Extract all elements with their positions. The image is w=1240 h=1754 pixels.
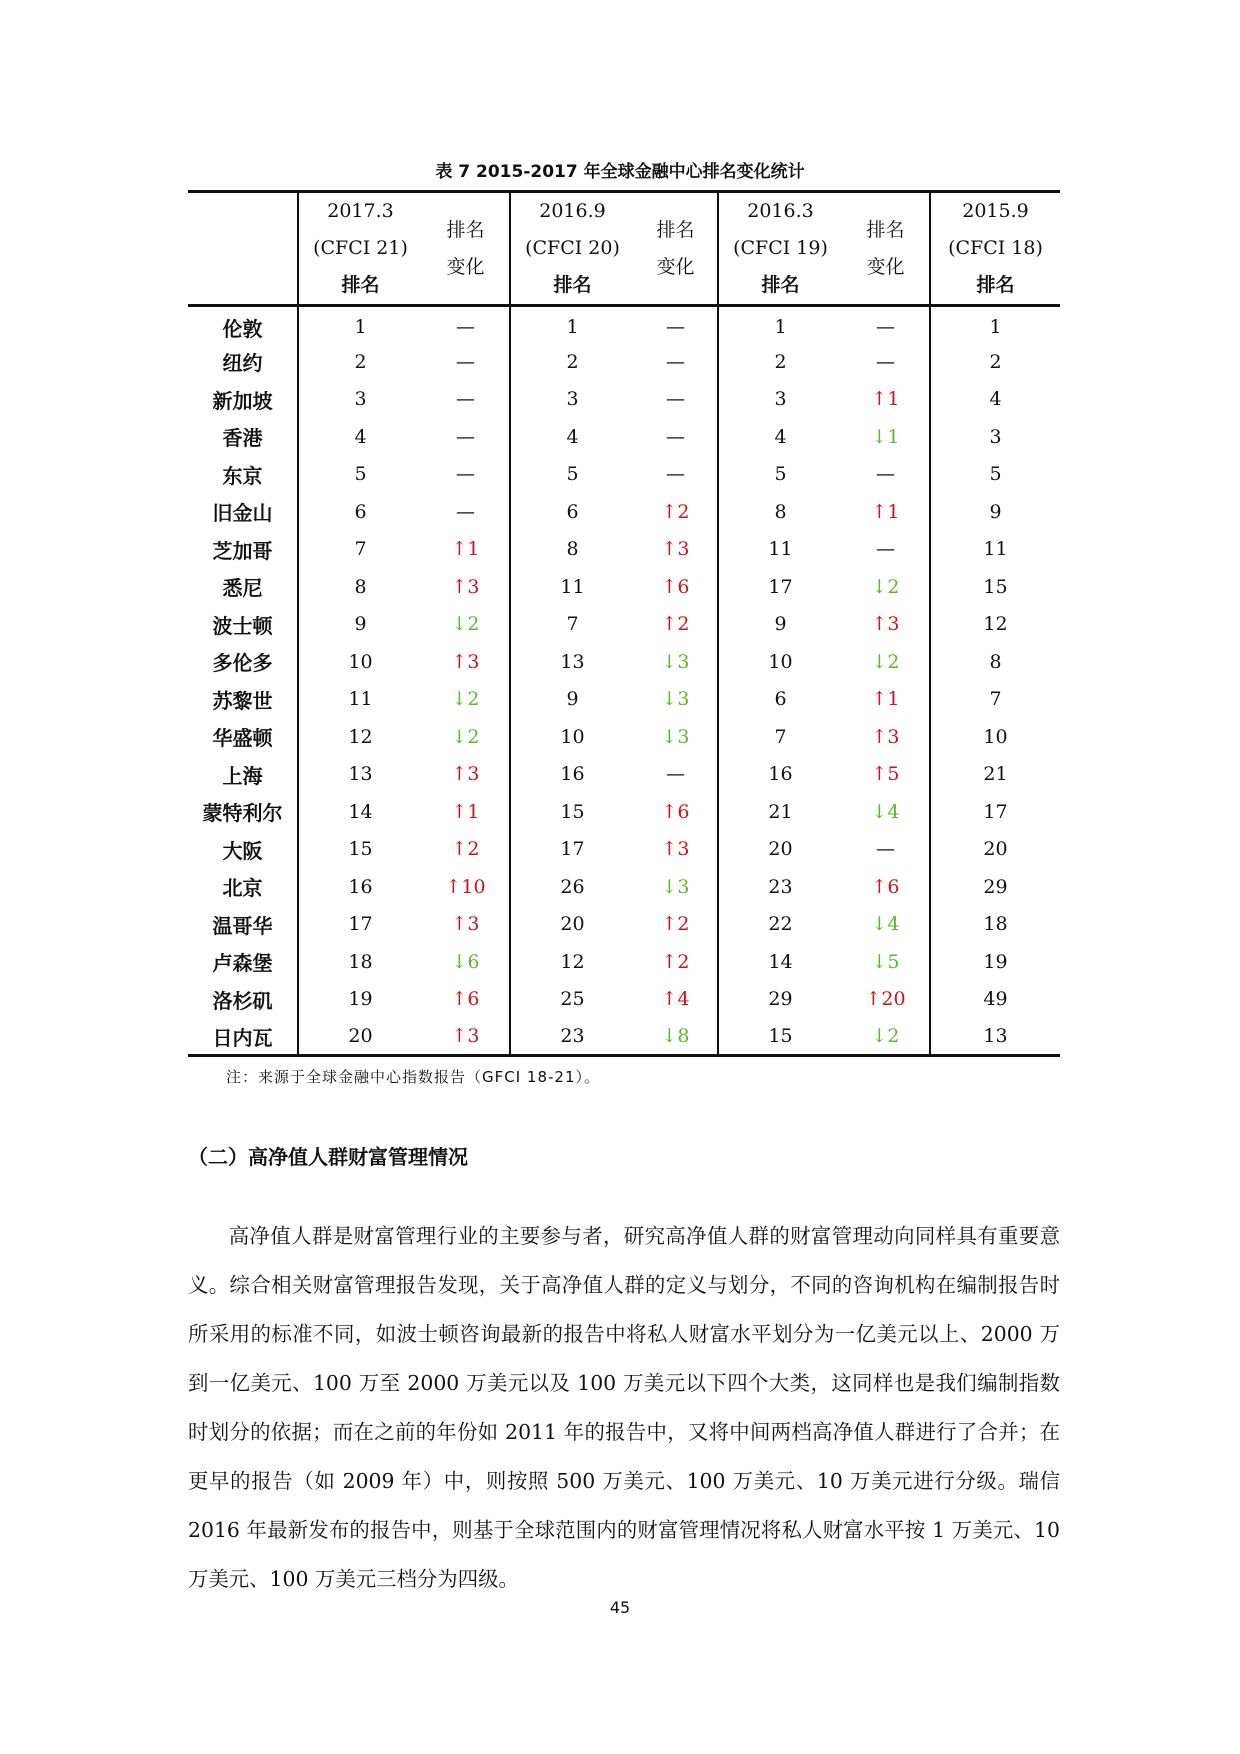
page-number: 45	[609, 1598, 631, 1617]
cell-rank-2015-9: 13	[983, 1025, 1008, 1047]
cell-change-3: —	[842, 343, 930, 381]
cell-rank-2016-9: 23	[560, 1025, 585, 1047]
cell-rank-2016-9: 4	[566, 425, 579, 448]
cell-change-3: ↓1	[842, 418, 930, 456]
cell-change-3: ↑20	[842, 981, 930, 1019]
table-header-row	[188, 192, 1060, 306]
cell-rank-2015-9: 18	[983, 913, 1008, 936]
cell-city: 温哥华	[188, 906, 298, 944]
cell-rank-2016-9: 20	[560, 913, 585, 936]
cell-rank-2017-3: 7	[354, 538, 367, 561]
cell-rank-2017-3: 4	[354, 425, 367, 448]
cell-rank-2016-3: 8	[774, 500, 787, 523]
cell-rank-2017-3: 8	[354, 575, 367, 598]
table-row	[188, 756, 1060, 794]
cell-change-1: ↑1	[422, 531, 510, 569]
table-row	[188, 568, 1060, 606]
header-city	[188, 192, 298, 306]
cell-rank-2016-3: 10	[768, 650, 793, 673]
cell-rank-2016-9: 5	[566, 463, 579, 486]
cell-city: 北京	[188, 868, 298, 906]
cell-rank-2015-9: 8	[989, 650, 1002, 673]
cell-rank-2017-3: 18	[348, 950, 373, 973]
cell-rank-2017-3: 6	[354, 500, 367, 523]
cell-rank-2015-9: 49	[983, 988, 1008, 1011]
cell-change-2: —	[634, 343, 718, 381]
cell-change-1: ↑3	[422, 756, 510, 794]
cell-city: 伦敦	[188, 306, 298, 344]
cell-rank-2016-9: 10	[560, 725, 585, 748]
cell-city: 旧金山	[188, 493, 298, 531]
cell-change-2: ↑3	[634, 831, 718, 869]
cell-change-3: ↓2	[842, 1018, 930, 1056]
table-row	[188, 306, 1060, 344]
cell-rank-2016-3: 29	[768, 988, 793, 1011]
cell-city: 苏黎世	[188, 681, 298, 719]
table-row	[188, 606, 1060, 644]
cell-rank-2016-9: 2	[566, 350, 579, 373]
cell-rank-2016-9: 3	[566, 388, 579, 411]
cell-change-3: ↑3	[842, 718, 930, 756]
cell-change-1: ↑2	[422, 831, 510, 869]
cell-rank-2017-3: 9	[354, 613, 367, 636]
cell-rank-2015-9: 5	[989, 463, 1002, 486]
cell-change-3: ↑3	[842, 606, 930, 644]
cell-city: 香港	[188, 418, 298, 456]
header-2017-3: 2017.3 (CFCI 21) 排名	[298, 192, 422, 306]
cell-city: 悉尼	[188, 568, 298, 606]
cell-rank-2016-3: 23	[768, 875, 793, 898]
cell-change-1: ↑10	[422, 868, 510, 906]
cell-change-2: ↓8	[634, 1018, 718, 1056]
cell-rank-2016-9: 16	[560, 763, 585, 786]
cell-change-1: ↑3	[422, 906, 510, 944]
table-row	[188, 1018, 1060, 1056]
cell-rank-2017-3: 20	[348, 1025, 373, 1047]
cell-rank-2015-9: 29	[983, 875, 1008, 898]
cell-city: 芝加哥	[188, 531, 298, 569]
cell-change-3: ↑1	[842, 381, 930, 419]
table-row	[188, 456, 1060, 494]
cell-change-2: ↑2	[634, 943, 718, 981]
cell-rank-2015-9: 21	[983, 763, 1008, 786]
cell-rank-2017-3: 19	[348, 988, 373, 1011]
header-change-1: 排名 变化	[422, 192, 510, 306]
cell-city: 大阪	[188, 831, 298, 869]
cell-rank-2016-9: 17	[560, 838, 585, 861]
cell-rank-2015-9: 15	[983, 575, 1008, 598]
header-2016-9: 2016.9 (CFCI 20) 排名	[510, 192, 634, 306]
cell-rank-2015-9: 4	[989, 388, 1002, 411]
cell-change-3: ↓2	[842, 568, 930, 606]
cell-rank-2015-9: 3	[989, 425, 1002, 448]
cell-change-1: ↑3	[422, 568, 510, 606]
cell-rank-2015-9: 2	[989, 350, 1002, 373]
table-row	[188, 868, 1060, 906]
table-row	[188, 493, 1060, 531]
cell-change-2: ↓3	[634, 718, 718, 756]
table-row	[188, 981, 1060, 1019]
cell-city: 洛杉矶	[188, 981, 298, 1019]
cell-change-2: ↑6	[634, 793, 718, 831]
cell-rank-2016-3: 2	[774, 350, 787, 373]
cell-rank-2016-3: 14	[768, 950, 793, 973]
cell-rank-2017-3: 17	[348, 913, 373, 936]
cell-rank-2016-3: 3	[774, 388, 787, 411]
table-row	[188, 343, 1060, 381]
cell-rank-2016-9: 1	[566, 316, 579, 338]
cell-change-1: ↑3	[422, 643, 510, 681]
cell-change-1: —	[422, 456, 510, 494]
cell-city: 日内瓦	[188, 1018, 298, 1056]
cell-rank-2016-9: 15	[560, 800, 585, 823]
cell-rank-2016-3: 22	[768, 913, 793, 936]
cell-change-2: ↑2	[634, 906, 718, 944]
cell-rank-2016-9: 12	[560, 950, 585, 973]
cell-change-3: ↓2	[842, 643, 930, 681]
cell-change-3: —	[842, 531, 930, 569]
cell-change-2: ↓3	[634, 643, 718, 681]
cell-change-3: ↓4	[842, 793, 930, 831]
section-title: （二）高净值人群财富管理情况	[188, 1145, 468, 1169]
cell-change-2: ↑3	[634, 531, 718, 569]
cell-rank-2015-9: 10	[983, 725, 1008, 748]
cell-city: 波士顿	[188, 606, 298, 644]
cell-rank-2016-3: 17	[768, 575, 793, 598]
cell-change-3: ↑6	[842, 868, 930, 906]
cell-rank-2015-9: 7	[989, 688, 1002, 711]
cell-rank-2016-3: 21	[768, 800, 793, 823]
cell-rank-2016-3: 5	[774, 463, 787, 486]
cell-city: 多伦多	[188, 643, 298, 681]
table-row	[188, 793, 1060, 831]
cell-change-1: ↓2	[422, 681, 510, 719]
table-row	[188, 831, 1060, 869]
cell-city: 华盛顿	[188, 718, 298, 756]
cell-rank-2016-3: 15	[768, 1025, 793, 1047]
cell-rank-2015-9: 19	[983, 950, 1008, 973]
cell-change-3: ↑1	[842, 681, 930, 719]
cell-rank-2017-3: 3	[354, 388, 367, 411]
cell-change-1: —	[422, 418, 510, 456]
header-2015-9: 2015.9 (CFCI 18) 排名	[930, 192, 1060, 306]
cell-rank-2016-3: 1	[774, 316, 787, 338]
cell-change-1: ↓6	[422, 943, 510, 981]
cell-change-2: ↑4	[634, 981, 718, 1019]
cell-change-1: ↑3	[422, 1018, 510, 1056]
cell-rank-2016-3: 4	[774, 425, 787, 448]
table-row	[188, 381, 1060, 419]
cell-rank-2017-3: 1	[354, 316, 367, 338]
cell-rank-2016-9: 6	[566, 500, 579, 523]
cell-rank-2016-3: 6	[774, 688, 787, 711]
header-change-2: 排名 变化	[634, 192, 718, 306]
cell-city: 蒙特利尔	[188, 793, 298, 831]
table-caption: 表 7 2015-2017 年全球金融中心排名变化统计	[435, 162, 805, 182]
cell-change-1: —	[422, 381, 510, 419]
cell-rank-2015-9: 12	[983, 613, 1008, 636]
cell-rank-2017-3: 5	[354, 463, 367, 486]
table-row	[188, 718, 1060, 756]
cell-rank-2016-3: 20	[768, 838, 793, 861]
cell-change-2: —	[634, 456, 718, 494]
cell-rank-2016-9: 25	[560, 988, 585, 1011]
cell-change-3: ↑5	[842, 756, 930, 794]
table-body	[188, 306, 1060, 1056]
cell-rank-2016-3: 7	[774, 725, 787, 748]
cell-change-1: —	[422, 493, 510, 531]
cell-rank-2016-9: 26	[560, 875, 585, 898]
table-row	[188, 906, 1060, 944]
cell-rank-2017-3: 10	[348, 650, 373, 673]
cell-rank-2017-3: 11	[348, 688, 373, 711]
cell-rank-2015-9: 9	[989, 500, 1002, 523]
table-row	[188, 531, 1060, 569]
cell-rank-2017-3: 2	[354, 350, 367, 373]
cell-change-3: ↓5	[842, 943, 930, 981]
body-paragraph: 高净值人群是财富管理行业的主要参与者，研究高净值人群的财富管理动向同样具有重要意义。综合相关财富管理报告发现，关于高净值人群的定义与划分，不同的咨询机构在编制报告时所采用的标准不同，如波士顿咨询最新的报告中将私人财富水平划分为一亿美元以上、2000 万到一亿美元、100 万至 2000 万美元以及 100 万美元以下四个大类，这同样也是我们编制指数时划分的依据；而在之前的年份如 2011 年的报告中，又将中间两档高净值人群进行了合并；在更早的报告（如 2009 年）中，则按照 500 万美元、100 万美元、10 万美元进行分级。瑞信 2016 年最新发布的报告中，则基于全球范围内的财富管理情况将私人财富水平按 1 万美元、10 万美元、100 万美元三档分为四级。	[188, 1224, 1060, 1591]
cell-change-1: ↓2	[422, 606, 510, 644]
cell-change-1: —	[422, 343, 510, 381]
cell-rank-2017-3: 15	[348, 838, 373, 861]
cell-rank-2016-9: 8	[566, 538, 579, 561]
cell-city: 纽约	[188, 343, 298, 381]
cell-rank-2017-3: 13	[348, 763, 373, 786]
cell-city: 上海	[188, 756, 298, 794]
table-row	[188, 643, 1060, 681]
cell-change-2: —	[634, 756, 718, 794]
cell-change-2: ↓3	[634, 681, 718, 719]
cell-change-2: ↑6	[634, 568, 718, 606]
cell-rank-2016-9: 11	[560, 575, 585, 598]
cell-rank-2016-3: 11	[768, 538, 793, 561]
cell-city: 新加坡	[188, 381, 298, 419]
header-2016-3: 2016.3 (CFCI 19) 排名	[718, 192, 842, 306]
cell-change-3: —	[842, 456, 930, 494]
cell-rank-2016-3: 16	[768, 763, 793, 786]
cell-rank-2016-3: 9	[774, 613, 787, 636]
cell-change-2: ↑2	[634, 606, 718, 644]
cell-change-1: ↑1	[422, 793, 510, 831]
cell-city: 东京	[188, 456, 298, 494]
cell-rank-2016-9: 9	[566, 688, 579, 711]
cell-change-2: —	[634, 381, 718, 419]
cell-change-3: —	[842, 306, 930, 344]
cell-change-2: ↓3	[634, 868, 718, 906]
ranking-table	[188, 190, 1060, 1057]
cell-change-3: ↑1	[842, 493, 930, 531]
table-row	[188, 681, 1060, 719]
cell-change-2: ↑2	[634, 493, 718, 531]
cell-rank-2017-3: 12	[348, 725, 373, 748]
cell-rank-2015-9: 11	[983, 538, 1008, 561]
cell-change-2: —	[634, 418, 718, 456]
cell-change-3: ↓4	[842, 906, 930, 944]
table-row	[188, 418, 1060, 456]
cell-rank-2017-3: 16	[348, 875, 373, 898]
cell-change-1: ↑6	[422, 981, 510, 1019]
cell-change-1: ↓2	[422, 718, 510, 756]
cell-rank-2016-9: 13	[560, 650, 585, 673]
cell-rank-2015-9: 17	[983, 800, 1008, 823]
cell-change-3: —	[842, 831, 930, 869]
table-note: 注：来源于全球金融中心指数报告（GFCI 18-21）。	[226, 1068, 601, 1086]
cell-rank-2015-9: 20	[983, 838, 1008, 861]
cell-change-1: —	[422, 306, 510, 344]
header-change-3: 排名 变化	[842, 192, 930, 306]
table-row	[188, 943, 1060, 981]
cell-rank-2015-9: 1	[989, 316, 1002, 338]
cell-change-2: —	[634, 306, 718, 344]
cell-rank-2017-3: 14	[348, 800, 373, 823]
cell-city: 卢森堡	[188, 943, 298, 981]
cell-rank-2016-9: 7	[566, 613, 579, 636]
